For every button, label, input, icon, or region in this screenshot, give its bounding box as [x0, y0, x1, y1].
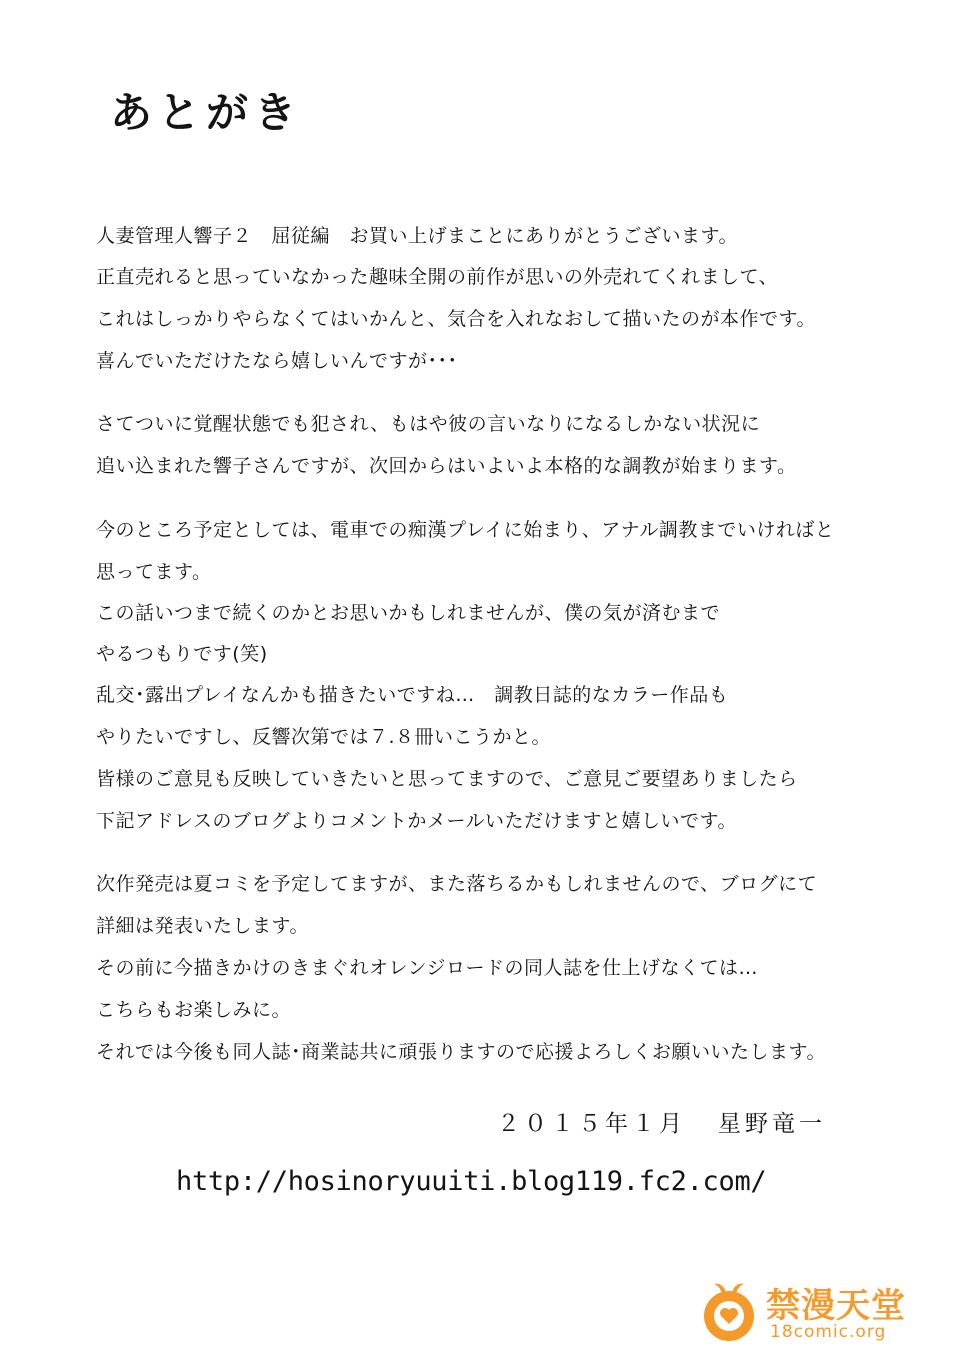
text-line: この話いつまで続くのかとお思いかもしれませんが、僕の気が済むまで: [96, 602, 721, 624]
signature-author: 星野竜一: [718, 1111, 826, 1137]
text-line: やるつもりです(笑): [96, 643, 268, 665]
mascot-logo-icon: [696, 1278, 762, 1344]
text-line: それでは今後も同人誌･商業誌共に頑張りますので応援よろしくお願いいたします。: [96, 1041, 826, 1063]
page-title: あとがき: [110, 88, 303, 137]
watermark-name: 禁漫天堂: [766, 1286, 906, 1326]
text-line: 正直売れると思っていなかった趣味全開の前作が思いの外売れてくれまして、: [96, 266, 779, 288]
watermark: [696, 1272, 922, 1352]
signature: [497, 1105, 826, 1138]
text-line: さてついに覚醒状態でも犯され、もはや彼の言いなりになるしかない状況に: [96, 413, 761, 435]
text-line: 次作発売は夏コミを予定してますが、また落ちるかもしれませんので、ブログにて: [96, 873, 818, 895]
text-line: 下記アドレスのブログよりコメントかメールいただけますと嬉しいです。: [96, 810, 738, 832]
text-line: 追い込まれた響子さんですが、次回からはいよいよ本格的な調教が始まります。: [96, 455, 797, 477]
text-line: 今のところ予定としては、電車での痴漢プレイに始まり、アナル調教までいければと: [96, 519, 835, 541]
text-line: これはしっかりやらなくてはいかんと、気合を入れなおして描いたのが本作です。: [96, 308, 816, 330]
text-line: 皆様のご意見も反映していきたいと思ってますので、ご意見ご要望ありましたら: [96, 768, 798, 790]
text-line: こちらもお楽しみに。: [96, 999, 292, 1021]
text-line: 乱交･露出プレイなんかも描きたいですね… 調教日誌的なカラー作品も: [96, 684, 729, 706]
text-line: その前に今描きかけのきまぐれオレンジロードの同人誌を仕上げなくては…: [96, 957, 759, 979]
text-line: やりたいですし、反響次第では７.８冊いこうかと。: [96, 726, 552, 748]
blog-url[interactable]: http://hosinoryuuiti.blog119.fc2.com/: [176, 1166, 767, 1197]
text-line: 喜んでいただけたなら嬉しいんですが･･･: [96, 350, 458, 372]
text-line: 詳細は発表いたします。: [96, 915, 309, 937]
watermark-domain: 18comic.org: [770, 1322, 887, 1342]
text-line: 人妻管理人響子２ 屈従編 お買い上げまことにありがとうございます。: [96, 225, 738, 247]
text-line: 思ってます。: [96, 561, 212, 583]
signature-date: ２０１５年１月: [497, 1111, 686, 1137]
